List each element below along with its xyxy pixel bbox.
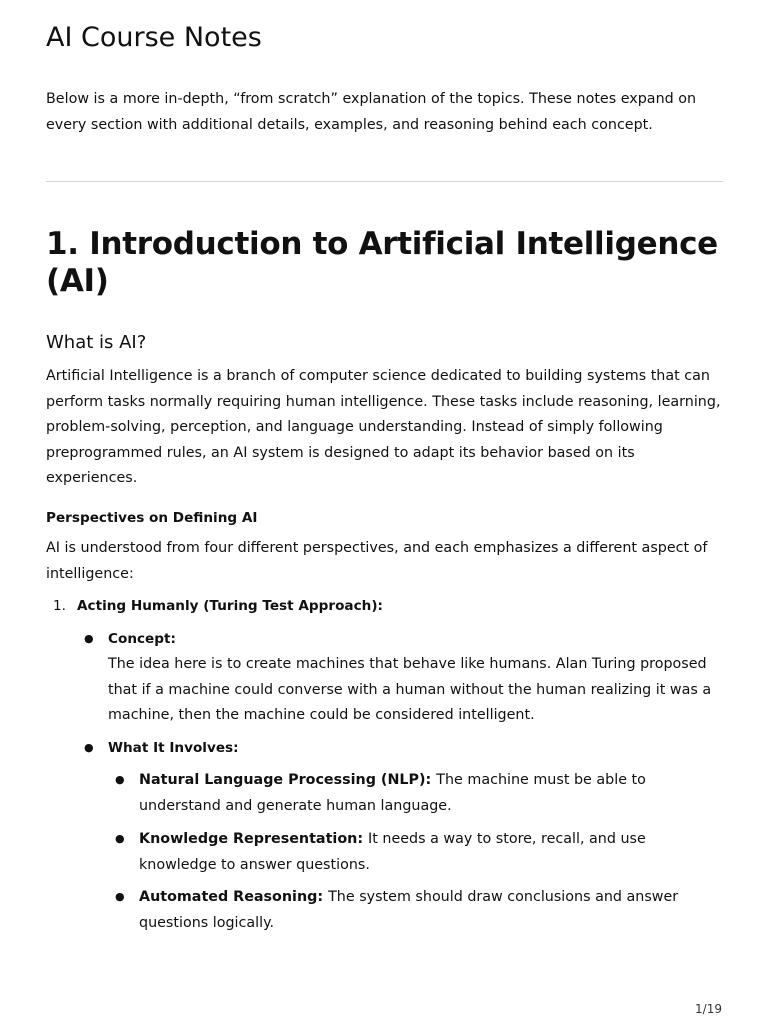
bullet-icon: ● [115,773,125,786]
concept-label: Concept: [108,631,176,647]
bullet-icon: ● [84,741,94,754]
intro-paragraph: Below is a more in-depth, “from scratch” explanation of the topics. These notes expand on every section with additional details, examples, and reasoning behind each concept. [46,91,697,133]
nested-item-text: The system should draw conclusions and answer questions logically. [139,889,679,931]
nested-list-item [139,885,723,936]
concept-list-item [108,628,723,729]
document-title: AI Course Notes [46,22,262,53]
nested-item-text: The machine must be able to understand and generate human language. [139,772,646,814]
perspectives-paragraph: AI is understood from four different perspectives, and each emphasizes a different aspect of intelligence: [46,540,708,582]
bullet-icon: ● [84,632,94,645]
bullet-icon: ● [115,890,125,903]
nested-item-label: Natural Language Processing (NLP): [139,772,437,788]
list-item-label: Acting Humanly (Turing Test Approach): [77,598,383,614]
page-number: 1/19 [695,1002,722,1016]
subsection-heading: What is AI? [46,332,147,353]
nested-list-item [139,768,723,819]
involves-list-item [108,737,723,759]
bullet-icon: ● [115,832,125,845]
nested-item-text: It needs a way to store, recall, and use knowledge to answer questions. [139,831,646,873]
section-heading: 1. Introduction to Artificial Intelligence (AI) [46,226,718,299]
horizontal-divider [46,181,723,182]
definition-paragraph: Artificial Intelligence is a branch of computer science dedicated to building systems that can perform tasks normally requiring human intelligence. These tasks include reasoning, learning, problem-solving, perception, and language understanding. Instead of simply following preprogrammed rules, an AI system is designed to adapt its behavior based on its experiences. [46,368,721,486]
list-number: 1. [53,598,66,614]
concept-body: The idea here is to create machines that behave like humans. Alan Turing proposed that if a machine could converse with a human without the human realizing it was a machine, then the machine could be considered intelligent. [108,656,712,723]
involves-label: What It Involves: [108,740,239,756]
nested-item-label: Automated Reasoning: [139,889,329,905]
nested-list-item [139,827,723,878]
perspectives-heading: Perspectives on Defining AI [46,510,258,526]
nested-item-label: Knowledge Representation: [139,831,369,847]
